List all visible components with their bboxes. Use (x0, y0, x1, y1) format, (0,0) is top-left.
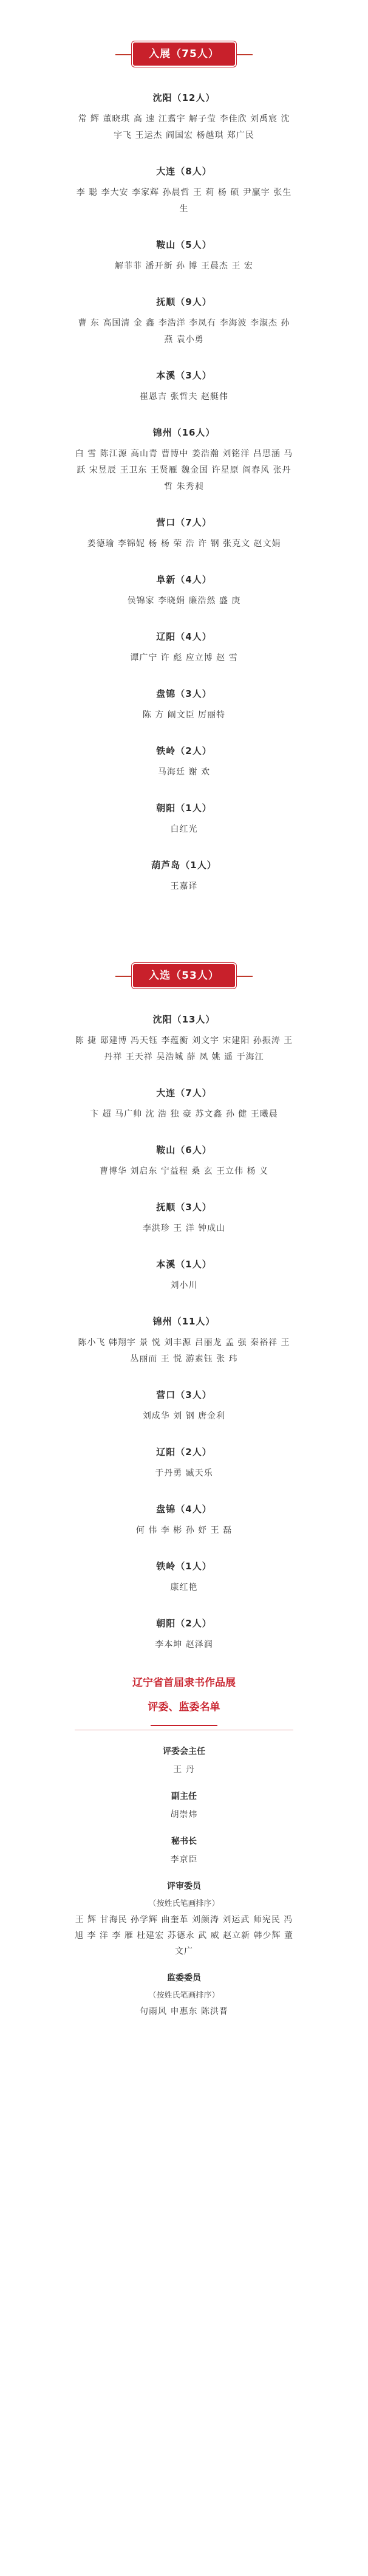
name-list: 常 辉 董晓琪 高 速 江翥宇 解子莹 李佳欣 刘禹宸 沈宇飞 王运杰 阎国宏 杨越琪 郑广民 (78, 114, 290, 140)
role-block (0, 1745, 368, 1778)
city-title: 鞍山（6人） (156, 1145, 212, 1156)
city-title: 铁岭（1人） (156, 1561, 212, 1572)
city-title: 盘锦（3人） (156, 688, 212, 699)
name-list: 王嘉译 (170, 882, 198, 891)
city-block (0, 1617, 368, 1653)
city-block (0, 295, 368, 348)
name-list: 李 聪 李大安 李家辉 孙晨哲 王 莉 杨 硕 尹赢宇 张生生 (76, 188, 292, 214)
city-title: 大连（8人） (156, 166, 212, 177)
name-list: 侯锦家 李晓娟 廉浩然 盛 庚 (127, 596, 241, 606)
name-list: 曹博华 刘启东 宁益程 桑 玄 王立伟 杨 义 (99, 1166, 269, 1176)
role-block (0, 1971, 368, 2019)
committee-title-line1: 辽宁省首届隶书作品展 (132, 1677, 236, 1689)
city-block (0, 426, 368, 495)
ruxuan-city-list (0, 1013, 368, 1653)
city-block (0, 801, 368, 838)
city-title: 营口（7人） (156, 517, 212, 528)
city-block (0, 1502, 368, 1539)
name-list: 于丹勇 臧天乐 (155, 1468, 213, 1478)
name-list: 刘成华 刘 钢 唐金利 (142, 1411, 226, 1421)
name-list: 谭广宁 许 彪 应立博 赵 雪 (130, 653, 238, 663)
committee-section (0, 1674, 368, 2019)
name-list: 李洪珍 王 洋 钟成山 (142, 1224, 226, 1233)
city-title: 抚顺（9人） (156, 296, 212, 307)
name-list: 何 伟 李 彬 孙 妤 王 磊 (135, 1526, 233, 1535)
role-names: 胡崇炜 (170, 1810, 198, 1820)
role-block (0, 1790, 368, 1823)
city-block (0, 1258, 368, 1294)
role-names: 李京臣 (170, 1855, 198, 1865)
city-title: 锦州（16人） (152, 427, 216, 438)
city-block (0, 91, 368, 144)
section-header-ruxuan (0, 964, 368, 988)
name-list: 曹 东 高国清 金 鑫 李浩洋 李凤有 李海波 李淑杰 孙 燕 袁小勇 (78, 318, 290, 344)
role-title: 副主任 (171, 1792, 197, 1801)
role-names: 王 辉 甘海民 孙学辉 曲奎革 刘颜涛 刘运武 师宪民 冯 旭 李 洋 李 雁 杜建宏 苏德永 武 威 赵立新 韩少辉 董文广 (75, 1915, 293, 1956)
name-list: 陈小飞 韩翔宇 景 悦 刘丰源 吕丽龙 孟 强 秦裕祥 王丛丽而 王 悦 游素钰 张 玮 (78, 1338, 290, 1364)
city-block (0, 165, 368, 218)
role-title: 评审委员 (167, 1882, 201, 1891)
name-list: 马海廷 谢 欢 (158, 767, 210, 777)
city-title: 抚顺（3人） (156, 1202, 212, 1213)
city-block (0, 1560, 368, 1596)
city-title: 沈阳（13人） (152, 1014, 216, 1025)
city-block (0, 573, 368, 609)
city-title: 葫芦岛（1人） (151, 860, 217, 871)
city-title: 本溪（3人） (156, 370, 212, 381)
role-note: （按姓氏笔画排序） (148, 1991, 220, 2000)
role-title: 秘书长 (171, 1837, 197, 1846)
name-list: 刘小川 (170, 1281, 198, 1290)
role-block (0, 1880, 368, 1959)
city-title: 本溪（1人） (156, 1259, 212, 1270)
city-title: 鞍山（5人） (156, 239, 212, 250)
name-list: 白 雪 陈江源 高山青 曹博中 姜浩瀚 刘铭洋 吕思涵 马 跃 宋昱辰 王卫东 王贤雁 魏金国 许星原 阎春风 张丹哲 朱秀昶 (75, 449, 293, 492)
role-names: 王 丹 (173, 1765, 195, 1775)
name-list: 姜德瑜 李锦妮 杨 杨 荣 浩 许 钢 张克文 赵文娟 (87, 539, 281, 549)
city-block (0, 238, 368, 275)
city-title: 大连（7人） (156, 1088, 212, 1098)
city-block (0, 369, 368, 405)
name-list: 卞 超 马广帅 沈 浩 独 豪 苏文鑫 孙 健 王曦晨 (90, 1109, 278, 1119)
city-block (0, 1445, 368, 1482)
committee-rule (151, 1725, 217, 1726)
name-list: 陈 捷 邸建博 冯天钰 李蕴衡 刘文宇 宋建阳 孙振涛 王丹祥 王天祥 吴浩城 薛 凤 姚 遥 于海江 (75, 1036, 293, 1062)
city-block (0, 858, 368, 895)
city-title: 铁岭（2人） (156, 745, 212, 756)
city-block (0, 516, 368, 552)
spacer (0, 916, 368, 964)
city-title: 辽阳（2人） (156, 1447, 212, 1458)
city-title: 朝阳（2人） (156, 1618, 212, 1629)
name-list: 康红艳 (170, 1583, 198, 1592)
section-label-ruzhan: 入展（75人） (133, 43, 235, 66)
name-list: 解菲菲 潘开新 孙 博 王晨杰 王 宏 (115, 261, 253, 271)
city-title: 营口（3人） (156, 1389, 212, 1400)
city-title: 辽阳（4人） (156, 631, 212, 642)
city-block (0, 1388, 368, 1425)
name-list: 李本坤 赵泽润 (155, 1640, 213, 1649)
name-list: 陈 方 阚文臣 厉丽特 (142, 710, 226, 720)
role-note: （按姓氏笔画排序） (148, 1899, 220, 1908)
city-block (0, 630, 368, 666)
role-names: 句雨风 申惠东 陈洪晋 (140, 2007, 228, 2016)
city-block (0, 1013, 368, 1066)
city-block (0, 687, 368, 724)
role-title: 评委会主任 (163, 1747, 205, 1756)
city-block (0, 1086, 368, 1123)
role-block (0, 1835, 368, 1868)
city-block (0, 1315, 368, 1368)
city-block (0, 1201, 368, 1237)
committee-title-line2: 评委、监委名单 (148, 1701, 220, 1713)
city-block (0, 744, 368, 781)
city-title: 朝阳（1人） (156, 803, 212, 814)
section-label-ruxuan: 入选（53人） (133, 964, 235, 987)
city-title: 阜新（4人） (156, 574, 212, 585)
city-title: 锦州（11人） (152, 1316, 216, 1327)
name-list: 白红光 (170, 824, 198, 834)
city-title: 沈阳（12人） (152, 92, 216, 103)
section-header-ruzhan (0, 43, 368, 67)
city-title: 盘锦（4人） (156, 1504, 212, 1515)
ruzhan-city-list (0, 91, 368, 895)
name-list: 崔恩吉 张哲夫 赵艇伟 (140, 392, 228, 402)
role-title: 监委委员 (167, 1973, 201, 1983)
city-block (0, 1143, 368, 1180)
